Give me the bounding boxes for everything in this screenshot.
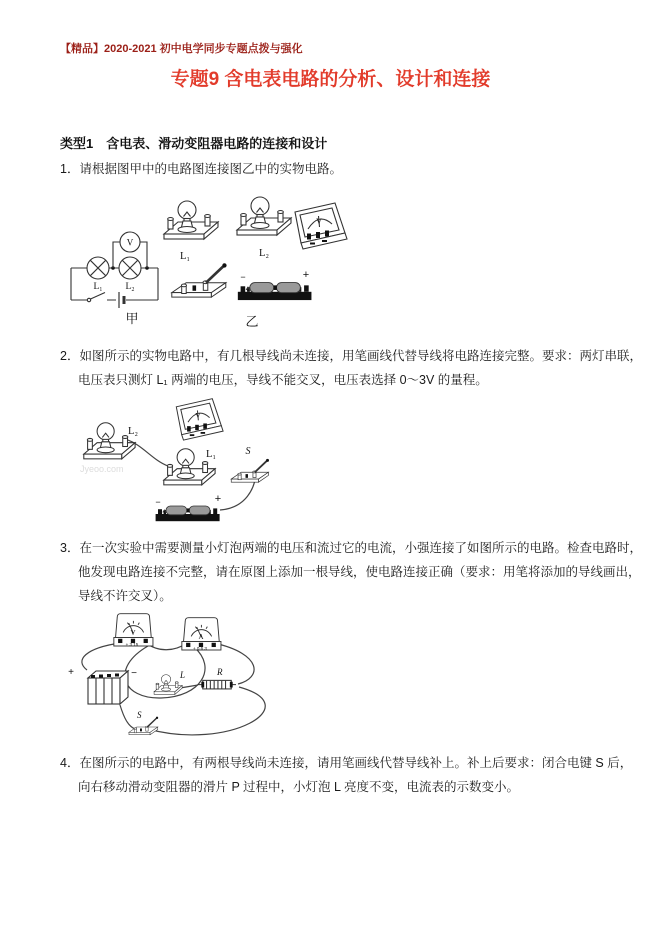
fig1-l2-label: L₂ [258,248,270,259]
question-2-line-2: 电压表只测灯 L₁ 两端的电压，导线不能交叉，电压表选择 0～3V 的量程。 [78,373,488,387]
fig2-battery-plus-label: + [214,493,222,505]
question-3-line-2: 他发现电路连接不完整，请在原图上添加一根导线，使电路连接正确（要求：用笔将添加的导线画出， [78,565,641,579]
figure-q3 [58,606,360,748]
figure-q2 [58,396,360,534]
switch-component [231,446,269,482]
fig2-switch-label: S [245,446,251,457]
battery-icon [156,506,220,521]
fig3-switch-label: S [137,710,142,720]
fig1-voltmeter-label: V [316,217,322,226]
fig2-voltmeter-label: V [195,411,201,420]
voltmeter-component [295,203,347,249]
fig1-battery-plus-label: + [302,269,310,281]
question-4-line-1: 4．在图所示的电路中，有两根导线尚未连接，请用笔画线代替导线补上。补上后要求：闭合电键 S 后， [60,756,633,770]
question-2-line-1: 2．如图所示的实物电路中，有几根导线尚未连接，用笔画线代替导线将电路连接完整。要求：两灯串联， [60,349,642,363]
fig1-schematic-l1-label: L₁ [93,282,103,292]
resistor-component [198,667,236,689]
figure-q1 [68,190,413,332]
fig1-schematic-l2-label: L₂ [125,282,135,292]
ammeter-component [182,618,221,651]
voltmeter-component [114,614,153,647]
fig2-battery-minus-label: − [155,497,161,507]
fig1-voltmeter-symbol-label: V [126,237,134,248]
fig3-battery-plus-label: + [68,667,74,678]
fig2-l1-label: L₁ [206,449,217,460]
fig3-voltmeter-label: V [130,629,136,637]
battery-pack-icon [88,671,128,704]
fig2-l2-label: L₂ [128,426,139,437]
lamp-icon [237,197,291,235]
document-header: 【精品】2020-2021 初中电学同步专题点拨与强化 [60,43,303,55]
fig1-l1-label: L₁ [179,251,191,262]
switch-component [172,263,227,297]
resistor-icon [198,680,236,689]
lamp-icon [154,675,182,695]
lamp-l1-component [164,201,218,262]
fig1-jia-label: 甲 [125,311,139,326]
fig1-yi-label: 乙 [245,314,259,329]
question-3-line-3: 导线不许交叉）。 [78,589,172,603]
fig3-resistor-label: R [217,667,223,677]
battery-component [238,269,312,300]
voltmeter-icon [295,203,347,249]
fig3-ammeter-terminals-label: + 0.6 3 [193,646,207,651]
switch-icon [129,717,158,735]
question-1-text: 1．请根据图甲中的电路图连接图乙中的实物电路。 [60,162,342,176]
question-4-line-2: 向右移动滑动变阻器的滑片 P 过程中，小灯泡 L 亮度不变，电流表的示数变小。 [78,780,519,794]
page-title: 专题9 含电表电路的分析、设计和连接 [170,69,491,90]
fig3-voltmeter-terminals-label: + 3 15 [125,642,139,647]
battery-component [155,493,221,521]
fig3-lamp-label: L [180,670,186,680]
lamp-icon [164,201,218,239]
circuit-diagram-jia [71,232,158,326]
fig3-ammeter-label: A [198,633,204,641]
switch-component [129,710,158,735]
battery-pack-component [68,667,137,704]
switch-icon [231,459,269,482]
battery-icon [238,283,312,300]
lamp-l1-component [164,449,216,485]
fig1-battery-minus-label: − [240,272,246,282]
voltmeter-component [176,399,223,440]
lamp-l2-component [237,197,291,259]
section-heading: 类型1 含电表、滑动变阻器电路的连接和设计 [60,136,328,151]
watermark: Jyeoo.com [80,464,124,474]
fig3-battery-minus-label: − [131,668,137,679]
switch-icon [172,263,227,297]
lamp-component [154,670,185,694]
question-3-line-1: 3．在一次实验中需要测量小灯泡两端的电压和流过它的电流，小强连接了如图所示的电路。检查电路时， [60,541,642,555]
